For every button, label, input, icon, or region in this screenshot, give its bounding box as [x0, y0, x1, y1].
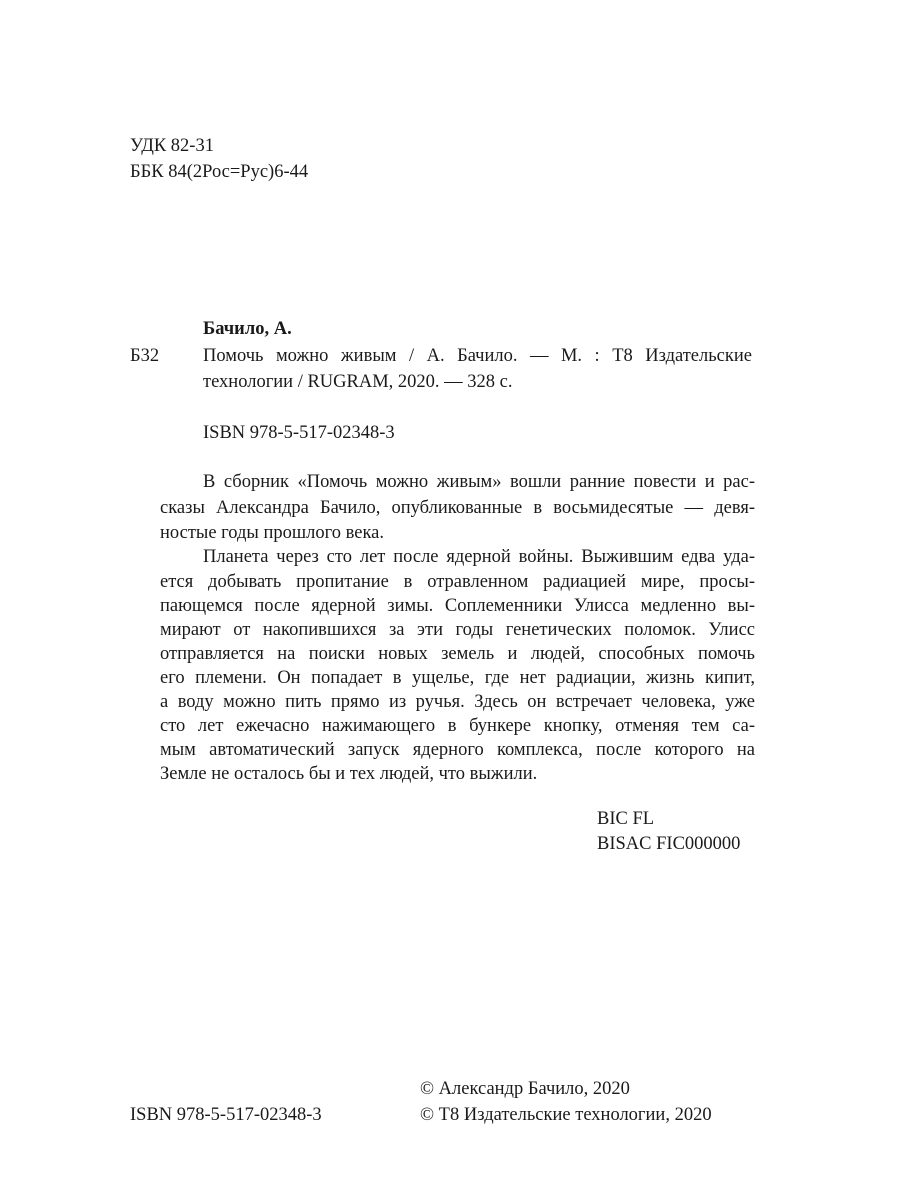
- annotation-line: Земле не осталось бы и тех людей, что выжили.: [160, 764, 538, 784]
- isbn-main: ISBN 978-5-517-02348-3: [203, 423, 395, 443]
- title-line: Помочь можно живым / А. Бачило. — М. : Т8 Издательские: [203, 346, 752, 366]
- bisac-code: BISAC FIC000000: [597, 834, 741, 854]
- annotation-line: Планета через сто лет после ядерной войны. Выжившим едва уда-: [203, 547, 755, 567]
- annotation-line: В сборник «Помочь можно живым» вошли ранние повести и рас-: [203, 472, 755, 492]
- annotation-line: сказы Александра Бачило, опубликованные в восьмидесятые — девя-: [160, 498, 755, 518]
- copyright-author: © Александр Бачило, 2020: [420, 1079, 630, 1099]
- isbn-footer: ISBN 978-5-517-02348-3: [130, 1105, 322, 1125]
- bic-code: BIC FL: [597, 809, 655, 829]
- annotation-line: отправляется на поиски новых земель и людей, способных помочь: [160, 644, 755, 664]
- annotation-line: мирают от накопившихся за эти годы генетических поломок. Улисс: [160, 620, 755, 640]
- annotation-line: ется добывать пропитание в отравленном радиацией мире, просы-: [160, 572, 755, 592]
- annotation-line: сто лет ежечасно нажимающего в бункере кнопку, отменяя тем са-: [160, 716, 755, 736]
- annotation-line: а воду можно пить прямо из ручья. Здесь он встречает человека, уже: [160, 692, 755, 712]
- copyright-publisher: © Т8 Издательские технологии, 2020: [420, 1105, 712, 1125]
- udk-code: УДК 82-31: [130, 136, 214, 156]
- author-heading: Бачило, А.: [203, 319, 292, 339]
- annotation-line: ностые годы прошлого века.: [160, 523, 384, 543]
- bbk-code: ББК 84(2Рос=Рус)6-44: [130, 162, 309, 182]
- title-line: технологии / RUGRAM, 2020. — 328 с.: [203, 372, 513, 392]
- annotation-line: пающемся после ядерной зимы. Соплеменники Улисса медленно вы-: [160, 596, 755, 616]
- annotation-line: мым автоматический запуск ядерного комплекса, после которого на: [160, 740, 755, 760]
- annotation-line: его племени. Он попадает в ущелье, где нет радиации, жизнь кипит,: [160, 668, 755, 688]
- shelf-code: Б32: [130, 346, 160, 366]
